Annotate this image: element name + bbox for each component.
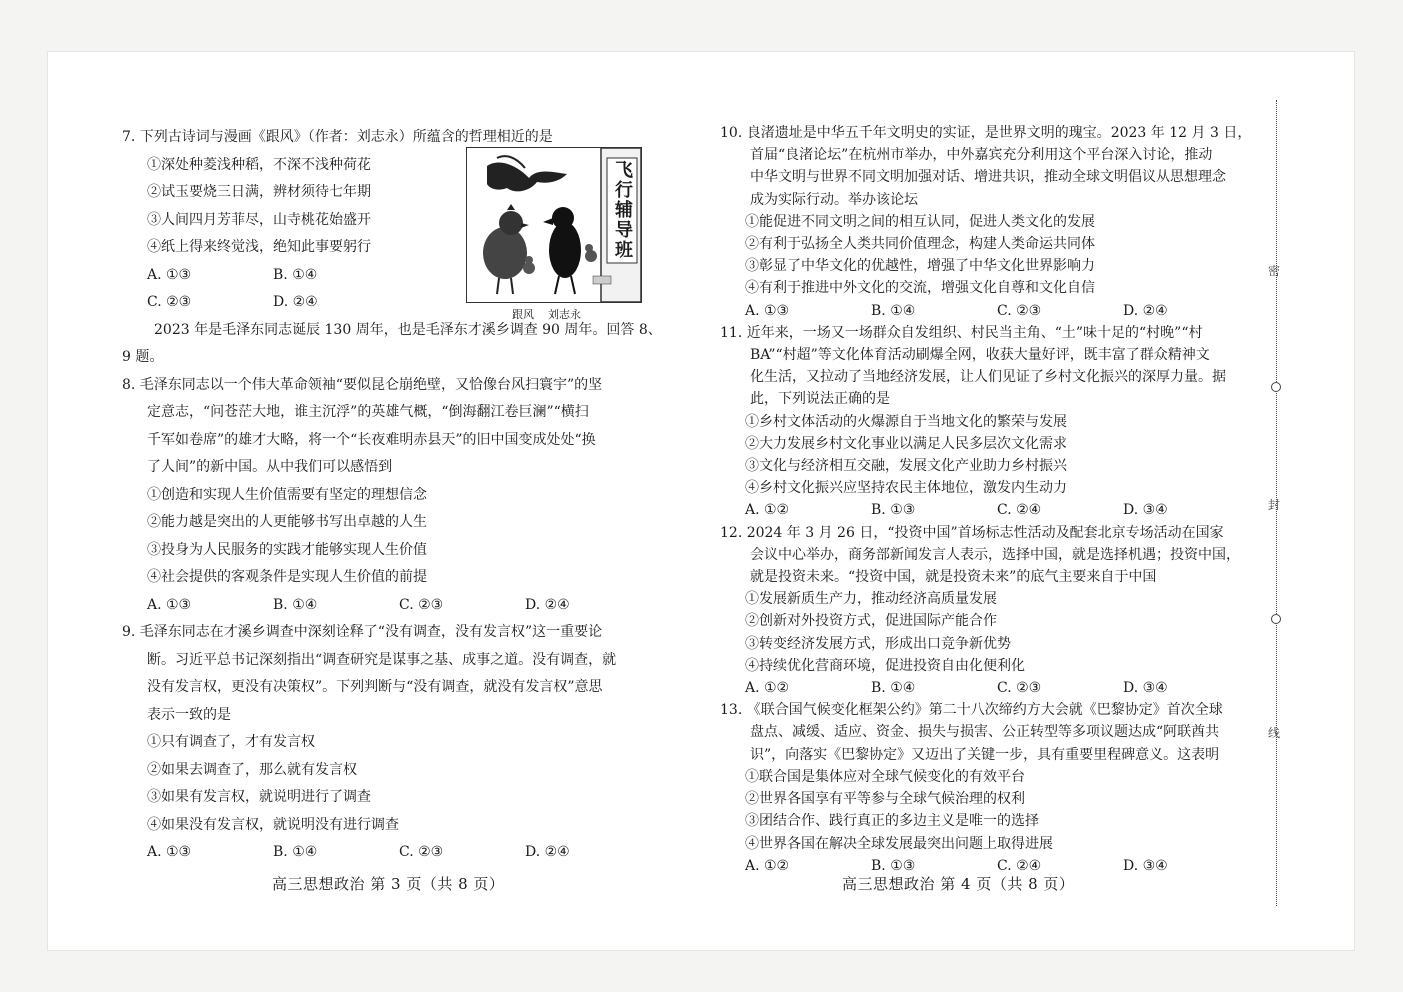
q13-choice-b: B. ①③ bbox=[871, 857, 916, 874]
q8-stem-line1: 8. 毛泽东同志以一个伟大革命领袖“要似昆仑崩绝壁，又恰像台风扫寰宇”的坚 bbox=[122, 376, 603, 393]
q10-choice-c: C. ②③ bbox=[997, 302, 1042, 319]
q12-choice-d: D. ③④ bbox=[1123, 680, 1168, 697]
q9-option-1: ①只有调查了，才有发言权 bbox=[147, 734, 315, 750]
question-10 bbox=[720, 122, 1250, 322]
q8-stem-line3: 千军如卷席”的雄才大略，将一个“长夜难明赤县天”的旧中国变成处处“换 bbox=[147, 431, 596, 448]
q9-choice-c: C. ②③ bbox=[399, 844, 444, 860]
q8-option-4: ④社会提供的客观条件是实现人生价值的前提 bbox=[147, 569, 427, 585]
q10-stem-line1: 10. 良渚遗址是中华五千年文明史的实证，是世界文明的瑰宝。2023 年 12 月 3 日， bbox=[720, 125, 1252, 141]
q7-option-2: ②试玉要烧三日满，辨材须待七年期 bbox=[147, 184, 371, 200]
q9-option-3: ③如果有发言权，就说明进行了调查 bbox=[147, 789, 371, 805]
q9-option-2: ②如果去调查了，那么就有发言权 bbox=[147, 761, 357, 778]
question-12 bbox=[720, 522, 1250, 700]
cartoon-caption: 跟风 刘志永 bbox=[512, 308, 581, 321]
q8-stem-line2: 定意志，“问苍茫大地，谁主沉浮”的英雄气概，“倒海翻江卷巨澜”“横扫 bbox=[147, 404, 589, 420]
q7-option-4: ④纸上得来终觉浅，绝知此事要躬行 bbox=[147, 239, 371, 255]
q8-choice-d: D. ②④ bbox=[525, 596, 570, 613]
q11-stem-line1: 11. 近年来，一场又一场群众自发组织、村民当主角、“土”味十足的“村晚”“村 bbox=[720, 324, 1203, 341]
cartoon-sign-text: 飞行辅导班 bbox=[612, 160, 633, 260]
q11-choice-a: A. ①② bbox=[745, 502, 790, 519]
q13-option-2: ②世界各国享有平等参与全球气候治理的权利 bbox=[745, 791, 1025, 808]
q12-option-1: ①发展新质生产力，推动经济高质量发展 bbox=[745, 591, 997, 608]
q8-choice-a: A. ①③ bbox=[147, 596, 192, 613]
q7-option-3: ③人间四月芳菲尽，山寺桃花始盛开 bbox=[147, 211, 371, 228]
q8-choice-c: C. ②③ bbox=[399, 596, 444, 613]
right-page bbox=[720, 122, 1250, 877]
q11-choices bbox=[720, 499, 1250, 521]
q12-stem-line2: 会议中心举办，商务部新闻发言人表示，选择中国，就是选择机遇；投资中国， bbox=[750, 546, 1240, 563]
q8-choices bbox=[122, 592, 652, 620]
question-8 bbox=[122, 372, 652, 620]
q13-choice-d: D. ③④ bbox=[1123, 857, 1168, 874]
q10-choice-d: D. ②④ bbox=[1123, 302, 1168, 319]
q9-choice-a: A. ①③ bbox=[147, 844, 192, 860]
q7-option-1: ①深处种菱浅种稻，不深不浅种荷花 bbox=[147, 156, 371, 173]
q10-choice-b: B. ①④ bbox=[871, 302, 916, 319]
q13-choice-c: C. ②④ bbox=[997, 857, 1042, 874]
q11-choice-b: B. ①③ bbox=[871, 502, 916, 519]
binding-char-feng: 封 bbox=[1268, 498, 1281, 512]
q9-stem-line4: 表示一致的是 bbox=[147, 706, 231, 723]
q12-choice-c: C. ②③ bbox=[997, 680, 1042, 697]
q11-choice-d: D. ③④ bbox=[1123, 502, 1168, 519]
cartoon-image bbox=[466, 147, 642, 303]
q8-choice-b: B. ①④ bbox=[273, 596, 318, 613]
binding-hole-1 bbox=[1271, 382, 1281, 392]
binding-hole-2 bbox=[1271, 614, 1281, 624]
q9-stem-line2: 断。习近平总书记深刻指出“调查研究是谋事之基、成事之道。没有调查，就 bbox=[147, 651, 617, 668]
q8-option-2: ②能力越是突出的人更能够书写出卓越的人生 bbox=[147, 514, 427, 530]
q11-option-4: ④乡村文化振兴应坚持农民主体地位，激发内生动力 bbox=[745, 480, 1067, 497]
q13-stem-line3: 识”，向落实《巴黎协定》又迈出了关键一步，具有重要里程碑意义。这表明 bbox=[750, 746, 1220, 763]
q7-choice-c: C. ②③ bbox=[147, 294, 192, 310]
q13-option-3: ③团结合作、践行真正的多边主义是唯一的选择 bbox=[745, 813, 1039, 830]
q8-option-1: ①创造和实现人生价值需要有坚定的理想信念 bbox=[147, 486, 427, 503]
intro-8-9-line2: 9 题。 bbox=[122, 349, 164, 365]
q11-stem-line3: 化生活，又拉动了当地经济发展，让人们见证了乡村文化振兴的深厚力量。据 bbox=[750, 369, 1226, 386]
q10-choices bbox=[720, 300, 1250, 322]
q12-option-4: ④持续优化营商环境，促进投资自由化便利化 bbox=[745, 657, 1025, 674]
q12-choices bbox=[720, 677, 1250, 699]
q12-option-2: ②创新对外投资方式，促进国际产能合作 bbox=[745, 613, 997, 630]
q10-option-2: ②有利于弘扬全人类共同价值理念，构建人类命运共同体 bbox=[745, 236, 1095, 253]
q13-option-4: ④世界各国在解决全球发展最突出问题上取得进展 bbox=[745, 835, 1053, 852]
q8-stem-line4: 了人间”的新中国。从中我们可以感悟到 bbox=[147, 459, 393, 475]
q11-stem-line2: BA”“村超”等文化体育活动刷爆全网，收获大量好评，既丰富了群众精神文 bbox=[750, 347, 1210, 364]
q10-option-3: ③彰显了中华文化的优越性，增强了中华文化世界影响力 bbox=[745, 258, 1095, 275]
q9-choices bbox=[122, 839, 652, 867]
question-11 bbox=[720, 322, 1250, 522]
question-9 bbox=[122, 619, 652, 867]
q13-stem-line1: 13. 《联合国气候变化框架公约》第二十八次缔约方大会就《巴黎协定》首次全球 bbox=[720, 702, 1223, 719]
q12-stem-line1: 12. 2024 年 3 月 26 日，“投资中国”首场标志性活动及配套北京专场活动在国家 bbox=[720, 524, 1224, 541]
q10-choice-a: A. ①③ bbox=[745, 302, 790, 319]
q12-choice-a: A. ①② bbox=[745, 680, 790, 697]
q10-option-1: ①能促进不同文明之间的相互认同，促进人类文化的发展 bbox=[745, 213, 1095, 230]
q7-choice-b: B. ①④ bbox=[273, 266, 318, 283]
left-page-footer: 高三思想政治 第 3 页（共 8 页） bbox=[272, 875, 505, 893]
q9-choice-d: D. ②④ bbox=[525, 844, 570, 860]
q11-choice-c: C. ②④ bbox=[997, 502, 1042, 519]
q9-choice-b: B. ①④ bbox=[273, 844, 318, 860]
intro-8-9-line1: 2023 年是毛泽东同志诞辰 130 周年，也是毛泽东才溪乡调查 90 周年。回答 8、 bbox=[154, 321, 662, 338]
q10-stem-line2: 首届“良渚论坛”在杭州市举办，中外嘉宾充分利用这个平台深入讨论，推动 bbox=[750, 147, 1213, 164]
q12-option-3: ③转变经济发展方式，形成出口竞争新优势 bbox=[745, 635, 1011, 652]
q9-option-4: ④如果没有发言权，就说明没有进行调查 bbox=[147, 816, 399, 833]
right-page-footer: 高三思想政治 第 4 页（共 8 页） bbox=[842, 875, 1075, 893]
q13-stem-line2: 盘点、减缓、适应、资金、损失与损害、公正转型等多项议题达成“阿联酋共 bbox=[750, 724, 1220, 741]
binding-char-mi: 密 bbox=[1268, 264, 1281, 278]
binding-char-xian: 线 bbox=[1268, 726, 1281, 740]
q10-option-4: ④有利于推进中外文化的交流，增强文化自尊和文化自信 bbox=[745, 280, 1095, 297]
q11-stem-line4: 此，下列说法正确的是 bbox=[750, 391, 890, 408]
q12-stem-line3: 就是投资未来。“投资中国，就是投资未来”的底气主要来自于中国 bbox=[750, 569, 1157, 586]
q7-choice-a: A. ①③ bbox=[147, 266, 192, 283]
q8-option-3: ③投身为人民服务的实践才能够实现人生价值 bbox=[147, 541, 427, 558]
q9-stem-line1: 9. 毛泽东同志在才溪乡调查中深刻诠释了“没有调查，没有发言权”这一重要论 bbox=[122, 624, 603, 640]
q10-stem-line4: 成为实际行动。举办该论坛 bbox=[750, 191, 918, 208]
question-13 bbox=[720, 699, 1250, 877]
q7-stem: 7. 下列古诗词与漫画《跟风》（作者：刘志永）所蕴含的哲理相近的是 bbox=[122, 129, 553, 145]
q12-choice-b: B. ①④ bbox=[871, 680, 916, 697]
q13-option-1: ①联合国是集体应对全球气候变化的有效平台 bbox=[745, 768, 1025, 785]
q7-choice-d: D. ②④ bbox=[273, 294, 318, 310]
q11-option-1: ①乡村文体活动的火爆源自于当地文化的繁荣与发展 bbox=[745, 413, 1067, 430]
q13-choice-a: A. ①② bbox=[745, 857, 790, 874]
q11-option-3: ③文化与经济相互交融，发展文化产业助力乡村振兴 bbox=[745, 458, 1067, 475]
q10-stem-line3: 中华文明与世界不同文明加强对话、增进共识，推动全球文明倡议从思想理念 bbox=[750, 169, 1226, 186]
q11-option-2: ②大力发展乡村文化事业以满足人民多层次文化需求 bbox=[745, 435, 1067, 452]
q9-stem-line3: 没有发言权，更没有决策权”。下列判断与“没有调查，就没有发言权”意思 bbox=[147, 679, 603, 695]
